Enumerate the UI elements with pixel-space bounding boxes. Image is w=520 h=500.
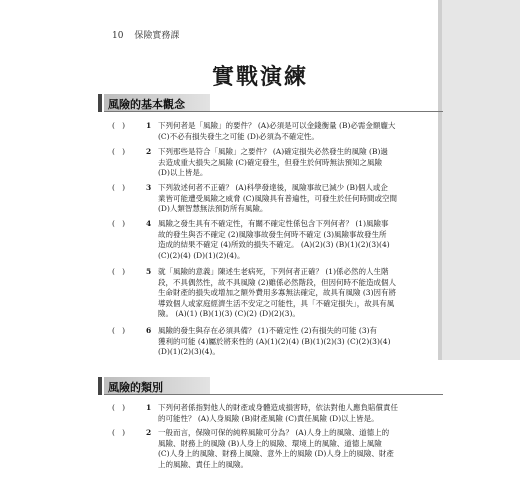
answer-blank: ( ) xyxy=(112,121,126,130)
question-number: 2 xyxy=(146,428,152,437)
page-edge-strip xyxy=(438,0,442,360)
question-item xyxy=(112,428,412,470)
answer-blank: ( ) xyxy=(112,428,126,437)
question-text: 下列那些是符合「風險」之要件？ (A)確定損失必然發生的風險 (B)過 去造成重大損失之風險 (C)確定發生，但發生於何時無法預知之風險 (D)以上皆是。 xyxy=(158,147,388,177)
section-title: 風險的基本觀念 xyxy=(108,98,185,111)
section-title: 風險的類別 xyxy=(108,381,163,394)
answer-blank: ( ) xyxy=(112,326,126,335)
question-number: 1 xyxy=(146,403,152,412)
question-item xyxy=(112,183,412,215)
page-title: 實戰演練 xyxy=(211,65,308,90)
question-item xyxy=(112,403,412,424)
question-text: 一般而言，保險可保的純粹風險可分為？ (A)人身上的風險、道德上的 風險、財務上的風險 (B)人身上的風險、環境上的風險、道德上風險 (C)人身上的風險、財務上風險、意外上的風險 (D)人身上的風險、財產 上的風險、責任上的風險。 xyxy=(158,428,394,469)
answer-blank: ( ) xyxy=(112,219,126,228)
question-text: 下列敘述何者不正確？ (A)科學發達後，風險事故已減少 (B)個人或企 業皆可能遭受風險之威脅 (C)風險具有普遍性，可發生於任何時間或空間 (D)人類智慧無法預防所有風險。 xyxy=(158,183,397,213)
answer-blank: ( ) xyxy=(112,403,126,412)
question-text: 風險之發生具有不確定性，有關不確定性係包含下列何者？ (1)風險事 故的發生與否不確定 (2)風險事故發生何時不確定 (3)風險事故發生所 造成的結果不確定 (4)所致的損失不確定。 (A)(2)(3) (B)(1)(2)(3)(4) (C)(2)(4) (D)(1)(2)(4)。 xyxy=(158,219,390,260)
question-text: 下列何者是「風險」的要件？ (A)必須是可以金錢衡量 (B)必需金額龐大 (C)不必有損失發生之可能 (D)必須為不確定性。 xyxy=(158,121,396,141)
question-item xyxy=(112,326,412,358)
question-number: 5 xyxy=(146,267,152,276)
page-number: 10 xyxy=(112,31,124,41)
question-text: 風險的發生與存在必須具備？ (1)不確定性 (2)有損失的可能 (3)有 獲利的可能 (4)屬於將來性的 (A)(1)(2)(4) (B)(1)(2)(3) (C)(2)(3)(4) (D)(1)(2)(3)(4)。 xyxy=(158,326,391,356)
question-number: 3 xyxy=(146,183,152,192)
section-marker xyxy=(98,377,102,395)
section-marker xyxy=(98,94,102,112)
section-heading-risk-types xyxy=(98,377,443,395)
question-text: 下列何者係指對他人的財產或身體造成損害時，依法對他人應負賠償責任 的可能性？ (A)人身風險 (B)財產風險 (C)責任風險 (D)以上皆是。 xyxy=(158,403,398,423)
book-title: 保險實務課 xyxy=(134,31,180,41)
question-item xyxy=(112,267,412,320)
question-item xyxy=(112,121,412,142)
answer-blank: ( ) xyxy=(112,147,126,156)
section-rule xyxy=(104,111,443,112)
running-header xyxy=(112,28,179,41)
question-number: 4 xyxy=(146,219,152,228)
section-heading-basic-concepts xyxy=(98,94,443,112)
answer-blank: ( ) xyxy=(112,267,126,276)
answer-blank: ( ) xyxy=(112,183,126,192)
question-item xyxy=(112,219,412,261)
question-number: 1 xyxy=(146,121,152,130)
page-margin-shade xyxy=(440,0,520,360)
section-rule xyxy=(104,394,443,395)
question-item xyxy=(112,147,412,179)
question-number: 6 xyxy=(146,326,152,335)
question-number: 2 xyxy=(146,147,152,156)
question-text: 就「風險的意義」陳述生老病死，下列何者正確？ (1)係必然的人生階 段，不具偶然性，故不具風險 (2)雖係必然階段，但因何時不能造成個人 生命財產的損失或增加之額外費用多寡無法確定，故具有風險 (3)因有將 導致個人或家庭經濟生活不安定之可能性，具「不確定損失」，故具有風 險。 (A)(1) (B)(1)(3) (C)(2) (D)(2)(3)。 xyxy=(158,267,397,318)
